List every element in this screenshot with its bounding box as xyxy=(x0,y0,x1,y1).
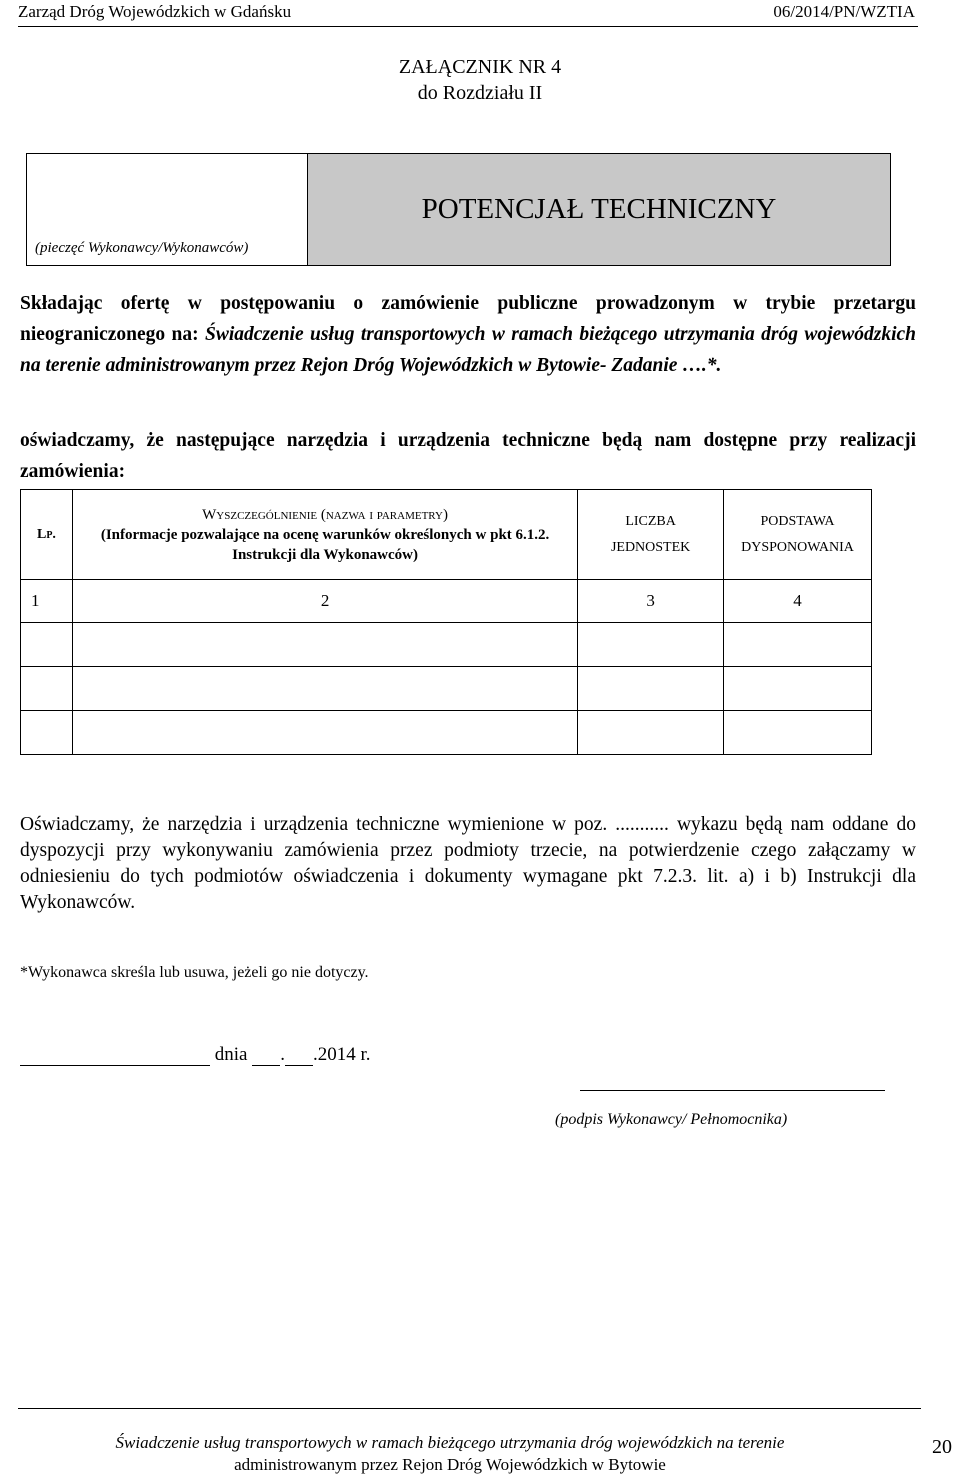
footer-text xyxy=(0,1432,900,1476)
count-line-1: LICZBA xyxy=(625,513,676,529)
signature-label: (podpis Wykonawcy/ Pełnomocnika) xyxy=(555,1111,788,1128)
document-title: POTENCJAŁ TECHNICZNY xyxy=(308,154,890,265)
annex-line-2: do Rozdziału II xyxy=(417,82,543,104)
day-blank[interactable] xyxy=(252,1047,280,1066)
col-number-4: 4 xyxy=(724,580,872,623)
header-left: Zarząd Dróg Wojewódzkich w Gdańsku xyxy=(18,2,292,21)
table-number-row xyxy=(21,580,872,623)
intro-lead: Składając ofertę w postępowaniu o zamówienie publiczne prowadzonym w trybie przetargu nieograniczonego na: xyxy=(20,293,916,345)
table-cell[interactable] xyxy=(72,667,577,711)
date-line xyxy=(20,1044,371,1066)
declaration-paragraph: oświadczamy, że następujące narzędzia i urządzenia techniczne będą nam dostępne przy realizacji zamówienia: xyxy=(20,430,916,482)
table-cell[interactable] xyxy=(21,711,73,755)
signature-line[interactable] xyxy=(580,1090,885,1091)
date-year: .2014 r. xyxy=(312,1044,371,1065)
equipment-table xyxy=(20,489,872,755)
col-number-2: 2 xyxy=(72,580,577,623)
col-header-spec xyxy=(72,490,577,580)
basis-line-2: DYSPONOWANIA xyxy=(741,539,854,555)
stamp-area xyxy=(27,154,308,265)
title-box xyxy=(26,153,891,266)
table-row xyxy=(21,667,872,711)
stamp-label: (pieczęć Wykonawcy/Wykonawców) xyxy=(35,240,249,256)
table-cell[interactable] xyxy=(578,667,724,711)
month-blank[interactable] xyxy=(285,1047,313,1066)
date-label: dnia xyxy=(214,1044,248,1065)
count-line-2: JEDNOSTEK xyxy=(610,539,691,555)
table-cell[interactable] xyxy=(72,711,577,755)
table-cell[interactable] xyxy=(724,711,872,755)
table-row xyxy=(21,623,872,667)
page-number: 20 xyxy=(932,1436,952,1458)
table-cell[interactable] xyxy=(724,667,872,711)
table-cell[interactable] xyxy=(578,623,724,667)
table-cell[interactable] xyxy=(72,623,577,667)
footer-line-1: Świadczenie usług transportowych w ramach bieżącego utrzymania dróg wojewódzkich na terenie xyxy=(115,1433,785,1452)
basis-line-1: PODSTAWA xyxy=(760,513,835,529)
spec-note: (Informacje pozwalające na ocenę warunków określonych w pkt 6.1.2. Instrukcji dla Wykonawców) xyxy=(100,526,550,563)
table-cell[interactable] xyxy=(21,667,73,711)
annex-line-1: ZAŁĄCZNIK NR 4 xyxy=(398,56,562,78)
date-separator: . xyxy=(280,1044,285,1065)
table-cell[interactable] xyxy=(21,623,73,667)
intro-paragraph xyxy=(20,288,916,381)
table-row xyxy=(21,711,872,755)
col-header-lp: Lp. xyxy=(21,490,73,580)
col-header-basis xyxy=(724,490,872,580)
footer-divider xyxy=(18,1408,921,1409)
footnote: *Wykonawca skreśla lub usuwa, jeżeli go nie dotyczy. xyxy=(20,964,369,981)
intro-subject: Świadczenie usług transportowych w ramach bieżącego utrzymania dróg wojewódzkich na terenie administrowanym przez Rejon Dróg Wojewódzkich w Bytowie- Zadanie ….*. xyxy=(20,324,916,376)
col-number-3: 3 xyxy=(578,580,724,623)
table-header-row xyxy=(21,490,872,580)
footer-line-2: administrowanym przez Rejon Dróg Wojewódzkich w Bytowie xyxy=(234,1455,666,1474)
col-header-count xyxy=(578,490,724,580)
place-blank[interactable] xyxy=(20,1047,210,1066)
header-divider xyxy=(18,26,918,27)
third-party-statement: Oświadczamy, że narzędzia i urządzenia techniczne wymienione w poz. ........... wykazu będą nam oddane do dyspozycji przy wykonywaniu zamówienia przez podmioty trzecie, na potwierdzenie czego załączamy w odniesieniu do tych podmiotów oświadczenia i dokumenty wymagane pkt 7.2.3. lit. a) i b) Instrukcji dla Wykonawców. xyxy=(20,814,916,913)
spec-title: Wyszczególnienie (nazwa i parametry) xyxy=(202,506,448,523)
annex-title xyxy=(0,54,960,106)
table-cell[interactable] xyxy=(578,711,724,755)
header-right: 06/2014/PN/WZTIA xyxy=(773,2,915,21)
col-number-1: 1 xyxy=(21,580,73,623)
table-cell[interactable] xyxy=(724,623,872,667)
